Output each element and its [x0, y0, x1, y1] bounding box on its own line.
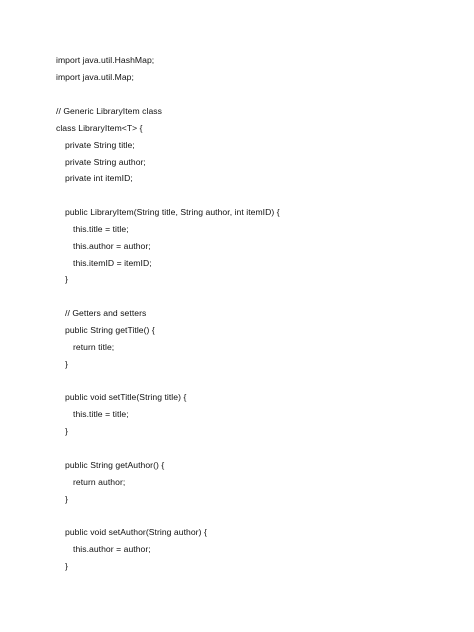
code-line-close-constructor: }: [65, 274, 68, 284]
code-line-class-declaration: class LibraryItem<T> {: [56, 123, 143, 133]
code-line-get-author: public String getAuthor() {: [65, 460, 165, 470]
code-line-close-set-author: }: [65, 561, 68, 571]
code-line-set-author-body: this.author = author;: [73, 544, 151, 554]
code-line-comment-class: // Generic LibraryItem class: [56, 106, 162, 116]
code-line-field-title: private String title;: [65, 140, 135, 150]
code-line-field-itemid: private int itemID;: [65, 173, 133, 183]
code-line-field-author: private String author;: [65, 157, 146, 167]
code-line-import-map: import java.util.Map;: [56, 72, 134, 82]
code-line-assign-title: this.title = title;: [73, 224, 129, 234]
code-line-assign-itemid: this.itemID = itemID;: [73, 258, 152, 268]
code-line-comment-getters: // Getters and setters: [65, 308, 147, 318]
code-line-import-hashmap: import java.util.HashMap;: [56, 55, 155, 65]
code-line-constructor: public LibraryItem(String title, String author, int itemID) {: [65, 207, 280, 217]
code-line-set-title-body: this.title = title;: [73, 409, 129, 419]
code-line-set-author: public void setAuthor(String author) {: [65, 527, 207, 537]
code-line-close-get-author: }: [65, 494, 68, 504]
code-line-assign-author: this.author = author;: [73, 241, 151, 251]
code-line-set-title: public void setTitle(String title) {: [65, 392, 187, 402]
code-line-return-title: return title;: [73, 342, 115, 352]
code-line-return-author: return author;: [73, 477, 126, 487]
code-line-close-set-title: }: [65, 426, 68, 436]
code-line-get-title: public String getTitle() {: [65, 325, 155, 335]
code-line-close-get-title: }: [65, 359, 68, 369]
